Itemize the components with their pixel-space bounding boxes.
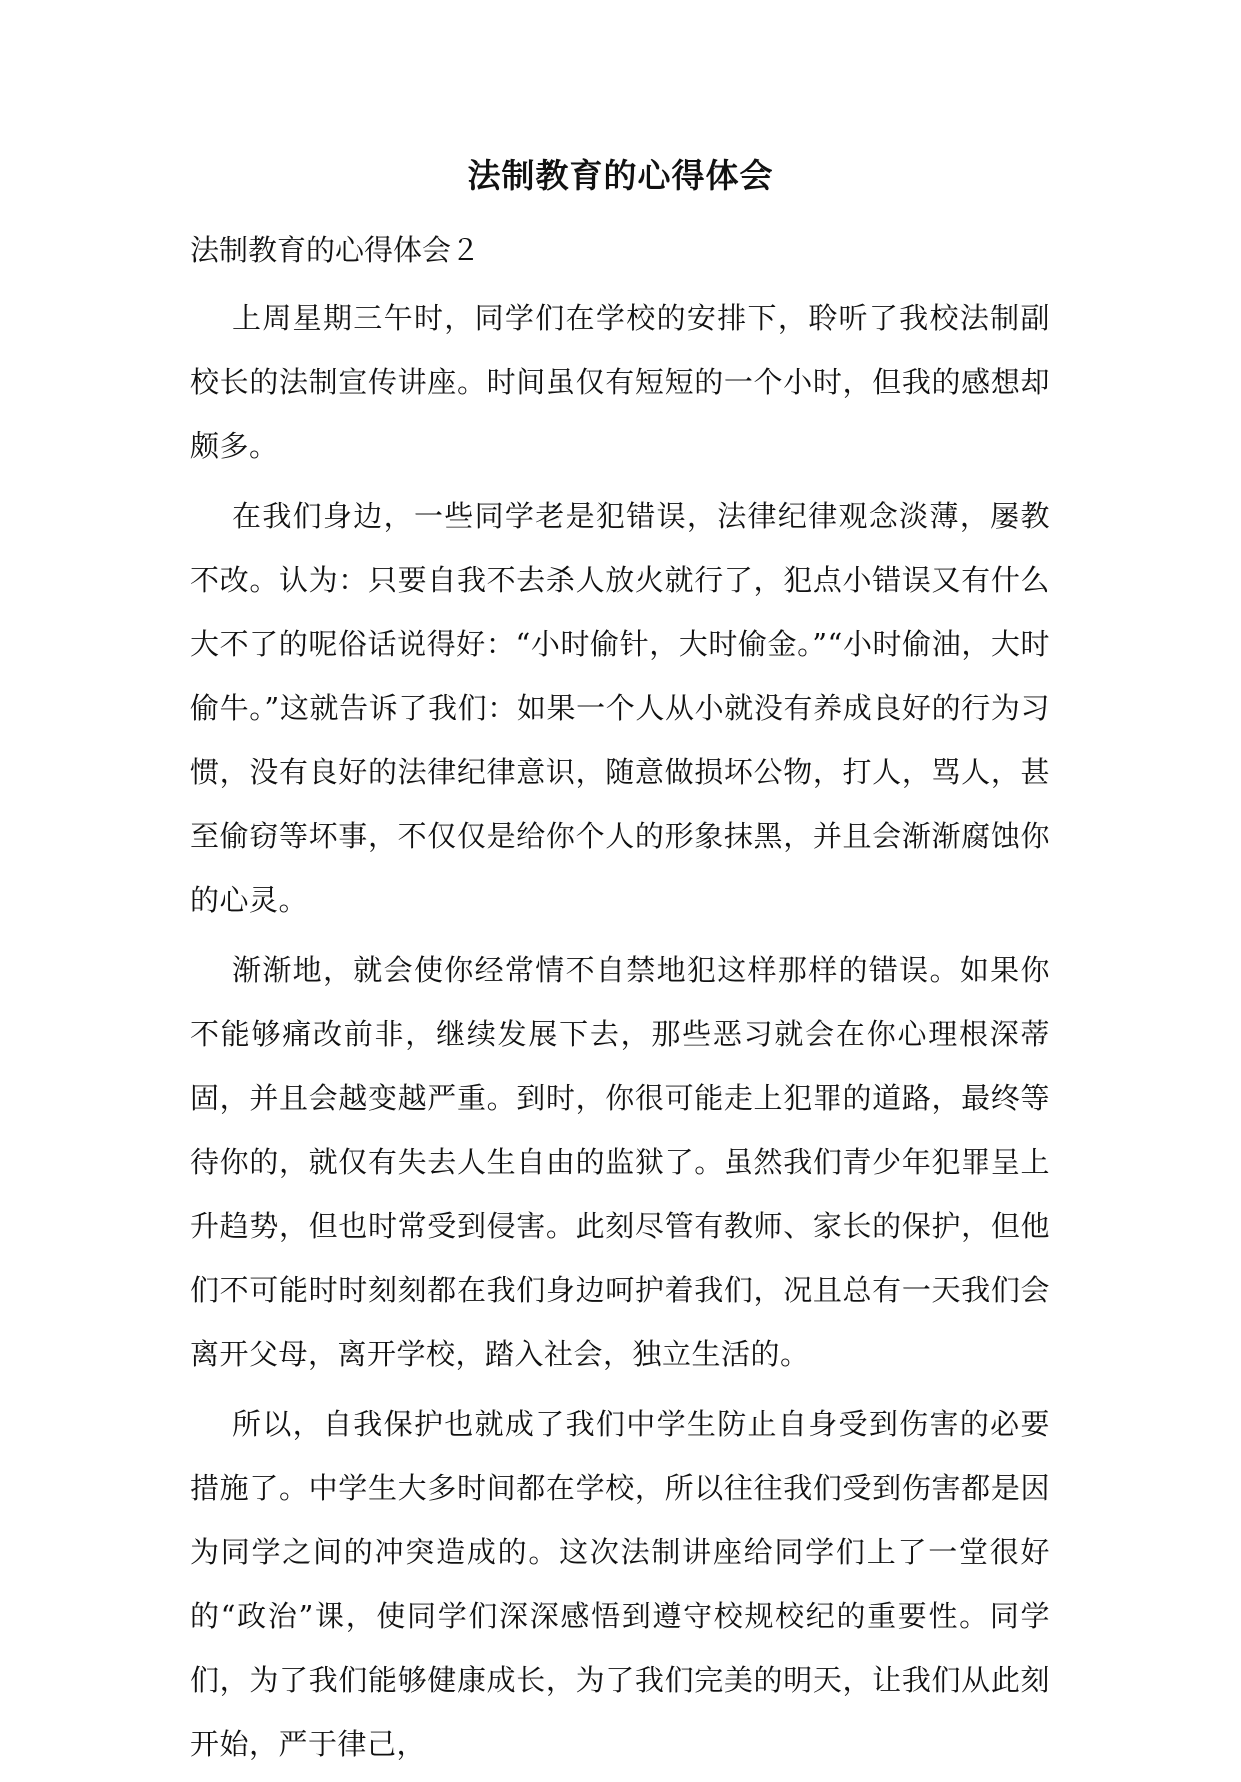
- document-body: [190, 286, 1050, 1782]
- paragraph-2: 在我们身边，一些同学老是犯错误，法律纪律观念淡薄，屡教不改。认为：只要自我不去杀人放火就行了，犯点小错误又有什么大不了的呢俗话说得好：“小时偷针，大时偷金。”“小时偷油，大时偷牛。”这就告诉了我们：如果一个人从小就没有养成良好的行为习惯，没有良好的法律纪律意识，随意做损坏公物，打人，骂人，甚至偷窃等坏事，不仅仅是给你个人的形象抹黑，并且会渐渐腐蚀你的心灵。: [190, 499, 1050, 917]
- paragraph-3: 渐渐地，就会使你经常情不自禁地犯这样那样的错误。如果你不能够痛改前非，继续发展下去，那些恶习就会在你心理根深蒂固，并且会越变越严重。到时，你很可能走上犯罪的道路，最终等待你的，就仅有失去人生自由的监狱了。虽然我们青少年犯罪呈上升趋势，但也时常受到侵害。此刻尽管有教师、家长的保护，但他们不可能时时刻刻都在我们身边呵护着我们，况且总有一天我们会离开父母，离开学校，踏入社会，独立生活的。: [190, 953, 1050, 1371]
- page-title: 法制教育的心得体会: [467, 156, 774, 195]
- section-subtitle: 法制教育的心得体会２: [190, 233, 481, 267]
- paragraph-1: 上周星期三午时，同学们在学校的安排下，聆听了我校法制副校长的法制宣传讲座。时间虽仅有短短的一个小时，但我的感想却颇多。: [190, 301, 1050, 463]
- paragraph-4: 所以，自我保护也就成了我们中学生防止自身受到伤害的必要措施了。中学生大多时间都在学校，所以往往我们受到伤害都是因为同学之间的冲突造成的。这次法制讲座给同学们上了一堂很好的“政治”课，使同学们深深感悟到遵守校规校纪的重要性。同学们，为了我们能够健康成长，为了我们完美的明天，让我们从此刻开始，严于律己，: [190, 1407, 1050, 1761]
